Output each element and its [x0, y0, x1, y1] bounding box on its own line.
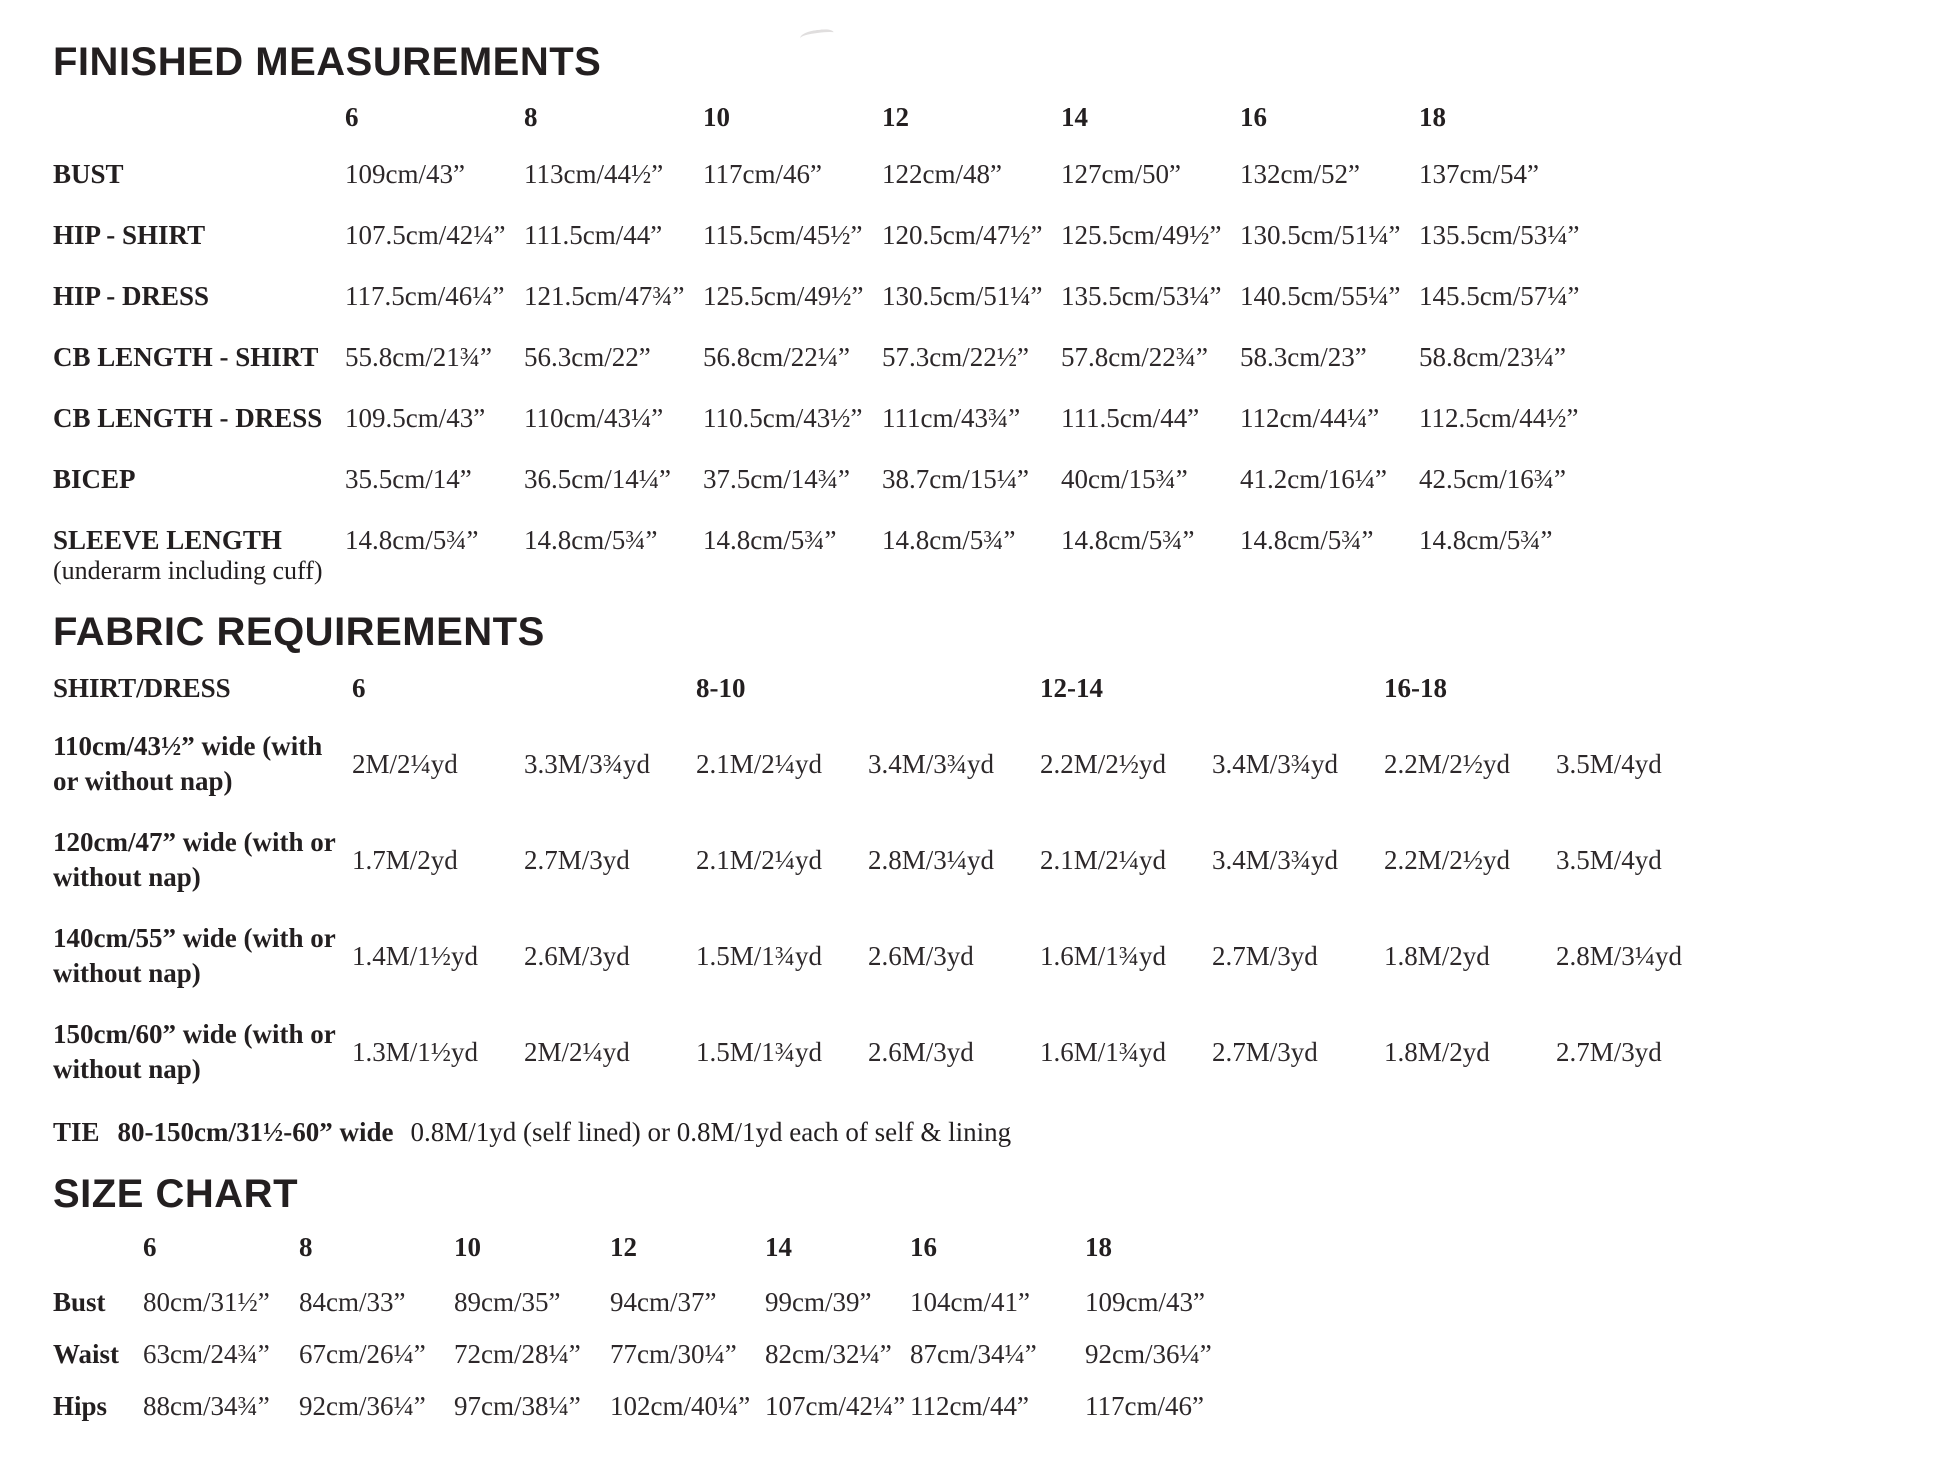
cell: 2.1M/2¼yd	[696, 844, 823, 875]
cell: 36.5cm/14¼”	[524, 464, 671, 494]
cell: 3.4M/3¾yd	[1212, 844, 1339, 875]
cell: 35.5cm/14”	[345, 464, 472, 494]
cell: 72cm/28¼”	[454, 1338, 581, 1369]
cell: 57.8cm/22¾”	[1061, 342, 1208, 372]
size-group-6: 6	[352, 672, 366, 703]
size-group-12-14: 12-14	[1040, 672, 1103, 703]
cell: 1.7M/2yd	[352, 844, 458, 875]
cell: 117cm/46”	[1085, 1390, 1204, 1421]
cell: 137cm/54”	[1419, 159, 1539, 189]
cell: 110.5cm/43½”	[703, 403, 863, 433]
tie-yardage-text: 0.8M/1yd (self lined) or 0.8M/1yd each of self & lining	[410, 1117, 1012, 1147]
cell: 104cm/41”	[910, 1286, 1030, 1317]
cell: 1.5M/1¾yd	[696, 940, 823, 971]
sleeve-length-label: SLEEVE LENGTH	[53, 525, 282, 555]
tie-requirement-row	[53, 1112, 1011, 1152]
fabric-requirements-table	[53, 660, 1728, 1100]
row-label-hips: Hips	[53, 1390, 108, 1421]
fabric-width-120: 120cm/47” wide (with or without nap)	[53, 827, 336, 892]
row-label-bust: Bust	[53, 1286, 106, 1317]
cell: 1.6M/1¾yd	[1040, 1036, 1167, 1067]
cell: 107.5cm/42¼”	[345, 220, 506, 250]
cell: 2M/2¼yd	[524, 1036, 630, 1067]
cell: 97cm/38¼”	[454, 1390, 581, 1421]
cell: 58.8cm/23¼”	[1419, 342, 1566, 372]
size-header-14: 14	[1061, 101, 1088, 132]
size-header-8: 8	[299, 1231, 313, 1262]
row-label-sleeve-length	[53, 525, 345, 585]
cell: 56.8cm/22¼”	[703, 342, 850, 372]
size-header-16: 16	[1240, 101, 1267, 132]
cell: 82cm/32¼”	[765, 1338, 892, 1369]
cell: 2.7M/3yd	[1212, 940, 1318, 971]
cell: 130.5cm/51¼”	[1240, 220, 1401, 250]
cell: 42.5cm/16¾”	[1419, 464, 1566, 494]
cell: 56.3cm/22”	[524, 342, 651, 372]
cell: 135.5cm/53¼”	[1061, 281, 1222, 311]
cell: 92cm/36¼”	[299, 1390, 426, 1421]
cell: 3.5M/4yd	[1556, 748, 1662, 779]
cell: 1.6M/1¾yd	[1040, 940, 1167, 971]
cell: 102cm/40¼”	[610, 1390, 751, 1421]
cell: 145.5cm/57¼”	[1419, 281, 1580, 311]
row-label-waist: Waist	[53, 1338, 120, 1369]
cell: 2.2M/2½yd	[1384, 844, 1511, 875]
cell: 58.3cm/23”	[1240, 342, 1367, 372]
cell: 80cm/31½”	[143, 1286, 270, 1317]
cell: 2.1M/2¼yd	[696, 748, 823, 779]
cell: 2.2M/2½yd	[1384, 748, 1511, 779]
size-header-10: 10	[454, 1231, 481, 1262]
cell: 99cm/39”	[765, 1286, 872, 1317]
size-chart-table	[53, 1218, 1255, 1432]
cell: 14.8cm/5¾”	[1240, 525, 1374, 555]
scan-artifact	[799, 28, 834, 43]
cell: 2.6M/3yd	[524, 940, 630, 971]
cell: 112cm/44¼”	[1240, 403, 1380, 433]
row-label-cb-length-dress: CB LENGTH - DRESS	[53, 403, 323, 433]
cell: 111cm/43¾”	[882, 403, 1021, 433]
cell: 84cm/33”	[299, 1286, 406, 1317]
cell: 2.6M/3yd	[868, 940, 974, 971]
cell: 14.8cm/5¾”	[1419, 525, 1553, 555]
finished-measurements-table	[53, 90, 1598, 585]
cell: 2.6M/3yd	[868, 1036, 974, 1067]
cell: 63cm/24¾”	[143, 1338, 270, 1369]
cell: 132cm/52”	[1240, 159, 1360, 189]
cell: 88cm/34¾”	[143, 1390, 270, 1421]
row-label-hip-dress: HIP - DRESS	[53, 281, 210, 311]
cell: 111.5cm/44”	[1061, 403, 1200, 433]
cell: 2.8M/3¼yd	[868, 844, 995, 875]
cell: 2.7M/3yd	[1212, 1036, 1318, 1067]
size-header-6: 6	[345, 101, 359, 132]
cell: 2.7M/3yd	[524, 844, 630, 875]
tie-width: 80-150cm/31½-60” wide	[117, 1117, 394, 1147]
cell: 112cm/44”	[910, 1390, 1029, 1421]
cell: 109cm/43”	[345, 159, 465, 189]
size-header-16: 16	[910, 1231, 937, 1262]
finished-measurements-title: FINISHED MEASUREMENTS	[53, 40, 602, 84]
cell: 2.8M/3¼yd	[1556, 940, 1683, 971]
row-label-cb-length-shirt: CB LENGTH - SHIRT	[53, 342, 319, 372]
cell: 37.5cm/14¾”	[703, 464, 850, 494]
cell: 2M/2¼yd	[352, 748, 458, 779]
row-label-bust: BUST	[53, 159, 124, 189]
cell: 2.2M/2½yd	[1040, 748, 1167, 779]
cell: 41.2cm/16¼”	[1240, 464, 1387, 494]
size-header-10: 10	[703, 101, 730, 132]
cell: 94cm/37”	[610, 1286, 717, 1317]
fabric-width-150: 150cm/60” wide (with or without nap)	[53, 1019, 336, 1084]
cell: 109cm/43”	[1085, 1286, 1205, 1317]
cell: 1.3M/1½yd	[352, 1036, 479, 1067]
cell: 107cm/42¼”	[765, 1390, 906, 1421]
cell: 57.3cm/22½”	[882, 342, 1029, 372]
size-header-18: 18	[1419, 101, 1446, 132]
fabric-width-110: 110cm/43½” wide (with or without nap)	[53, 731, 323, 796]
row-label-hip-shirt: HIP - SHIRT	[53, 220, 206, 250]
cell: 14.8cm/5¾”	[345, 525, 479, 555]
cell: 117.5cm/46¼”	[345, 281, 505, 311]
cell: 121.5cm/47¾”	[524, 281, 685, 311]
sleeve-length-note: (underarm including cuff)	[53, 556, 323, 585]
cell: 40cm/15¾”	[1061, 464, 1188, 494]
cell: 125.5cm/49½”	[703, 281, 864, 311]
cell: 67cm/26¼”	[299, 1338, 426, 1369]
cell: 111.5cm/44”	[524, 220, 663, 250]
cell: 109.5cm/43”	[345, 403, 486, 433]
cell: 120.5cm/47½”	[882, 220, 1043, 250]
fabric-requirements-title: FABRIC REQUIREMENTS	[53, 610, 545, 654]
cell: 14.8cm/5¾”	[703, 525, 837, 555]
cell: 3.4M/3¾yd	[1212, 748, 1339, 779]
size-header-12: 12	[882, 101, 909, 132]
cell: 77cm/30¼”	[610, 1338, 737, 1369]
cell: 3.3M/3¾yd	[524, 748, 651, 779]
cell: 14.8cm/5¾”	[882, 525, 1016, 555]
cell: 3.5M/4yd	[1556, 844, 1662, 875]
size-header-6: 6	[143, 1231, 157, 1262]
cell: 127cm/50”	[1061, 159, 1181, 189]
cell: 117cm/46”	[703, 159, 822, 189]
cell: 3.4M/3¾yd	[868, 748, 995, 779]
cell: 110cm/43¼”	[524, 403, 664, 433]
cell: 92cm/36¼”	[1085, 1338, 1212, 1369]
cell: 1.8M/2yd	[1384, 940, 1490, 971]
fabric-width-140: 140cm/55” wide (with or without nap)	[53, 923, 336, 988]
garment-label: SHIRT/DRESS	[53, 672, 231, 703]
cell: 135.5cm/53¼”	[1419, 220, 1580, 250]
size-group-8-10: 8-10	[696, 672, 746, 703]
cell: 1.4M/1½yd	[352, 940, 479, 971]
tie-label: TIE	[53, 1117, 100, 1147]
cell: 14.8cm/5¾”	[524, 525, 658, 555]
cell: 112.5cm/44½”	[1419, 403, 1579, 433]
size-chart-title: SIZE CHART	[53, 1172, 298, 1216]
size-group-16-18: 16-18	[1384, 672, 1447, 703]
cell: 38.7cm/15¼”	[882, 464, 1029, 494]
cell: 140.5cm/55¼”	[1240, 281, 1401, 311]
cell: 89cm/35”	[454, 1286, 561, 1317]
cell: 130.5cm/51¼”	[882, 281, 1043, 311]
size-header-18: 18	[1085, 1231, 1112, 1262]
cell: 2.7M/3yd	[1556, 1036, 1662, 1067]
row-label-bicep: BICEP	[53, 464, 136, 494]
cell: 2.1M/2¼yd	[1040, 844, 1167, 875]
cell: 55.8cm/21¾”	[345, 342, 492, 372]
cell: 122cm/48”	[882, 159, 1002, 189]
cell: 14.8cm/5¾”	[1061, 525, 1195, 555]
size-header-12: 12	[610, 1231, 637, 1262]
cell: 125.5cm/49½”	[1061, 220, 1222, 250]
size-header-14: 14	[765, 1231, 792, 1262]
cell: 113cm/44½”	[524, 159, 664, 189]
size-header-8: 8	[524, 101, 538, 132]
cell: 87cm/34¼”	[910, 1338, 1037, 1369]
cell: 1.5M/1¾yd	[696, 1036, 823, 1067]
cell: 1.8M/2yd	[1384, 1036, 1490, 1067]
cell: 115.5cm/45½”	[703, 220, 863, 250]
